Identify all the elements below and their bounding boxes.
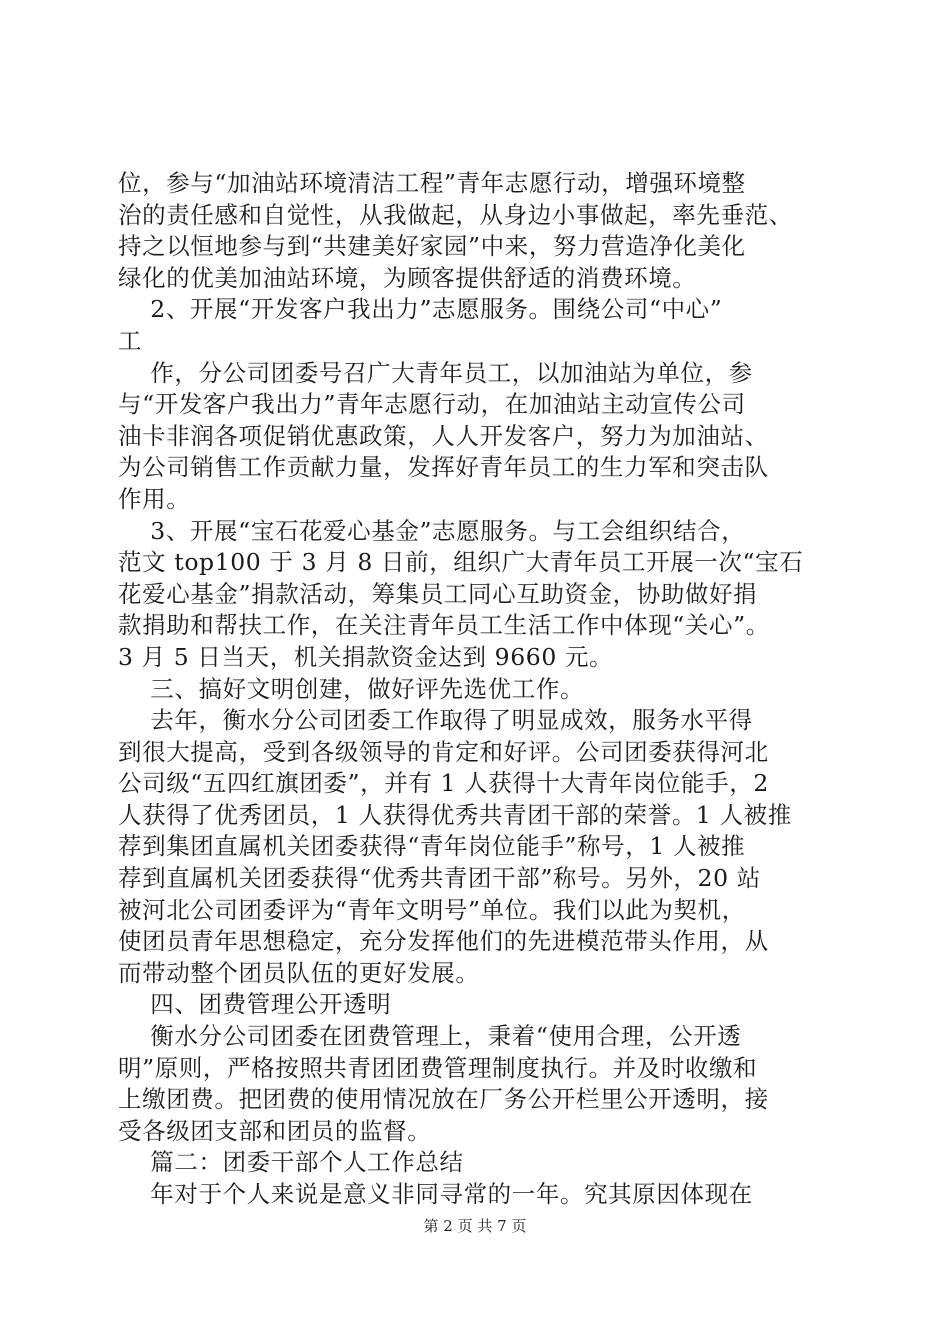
text-line: 花爱心基金”捐款活动，筹集员工同心互助资金，协助做好捐 <box>118 579 758 608</box>
text-line: 3 月 5 日当天，机关捐款资金达到 9660 元。 <box>118 642 614 671</box>
text-line: 与“开发客户我出力”青年志愿行动，在加油站主动宣传公司 <box>118 390 746 419</box>
text-line: 被河北公司团委评为“青年文明号”单位。我们以此为契机， <box>118 895 746 924</box>
text-line: 3、开展“宝石花爱心基金”志愿服务。与工会组织结合， <box>118 516 746 545</box>
text-line: 油卡非润各项促销优惠政策，人人开发客户，努力为加油站、 <box>118 421 769 450</box>
text-line: 荐到直属机关团委获得“优秀共青团干部”称号。另外，20 站 <box>118 864 761 893</box>
text-line: 三、搞好文明创建，做好评先选优工作。 <box>118 674 585 703</box>
text-line: 2、开展“开发客户我出力”志愿服务。围绕公司“中心” <box>118 295 723 324</box>
text-line: 使团员青年思想稳定，充分发挥他们的先进模范带头作用，从 <box>118 927 769 956</box>
document-body <box>118 168 858 1211</box>
text-line: 款捐助和帮扶工作，在关注青年员工生活工作中体现“关心”。 <box>118 611 770 640</box>
text-line: 明”原则，严格按照共青团团费管理制度执行。并及时收缴和 <box>118 1053 758 1082</box>
text-line: 工 <box>118 326 143 355</box>
page-footer: 第 2 页 共 7 页 <box>423 1217 527 1235</box>
text-line: 位，参与“加油站环境清洁工程”青年志愿行动，增强环境整 <box>118 169 746 197</box>
text-line: 作，分公司团委号召广大青年员工，以加油站为单位，参 <box>118 358 753 387</box>
text-line: 篇二：团委干部个人工作总结 <box>118 1148 464 1177</box>
text-line: 作用。 <box>118 484 191 513</box>
text-line: 而带动整个团员队伍的更好发展。 <box>118 958 480 987</box>
text-line: 绿化的优美加油站环境，为顾客提供舒适的消费环境。 <box>118 263 697 292</box>
text-line: 到很大提高，受到各级领导的肯定和好评。公司团委获得河北 <box>118 737 769 766</box>
text-line: 去年，衡水分公司团委工作取得了明显成效，服务水平得 <box>118 706 753 735</box>
text-line: 上缴团费。把团费的使用情况放在厂务公开栏里公开透明，接 <box>118 1085 769 1114</box>
text-line: 治的责任感和自觉性，从我做起，从身边小事做起，率先垂范、 <box>118 200 793 229</box>
text-line: 持之以恒地参与到“共建美好家园”中来，努力营造净化美化 <box>118 232 746 261</box>
text-line: 四、团费管理公开透明 <box>118 990 392 1019</box>
text-line: 受各级团支部和团员的监督。 <box>118 1116 432 1145</box>
text-line: 荐到集团直属机关团委获得“青年岗位能手”称号，1 人被推 <box>118 832 746 861</box>
text-line: 范文 top100 于 3 月 8 日前，组织广大青年员工开展一次“宝石 <box>118 548 804 577</box>
text-line: 为公司销售工作贡献力量，发挥好青年员工的生力军和突击队 <box>118 453 769 482</box>
text-line: 年对于个人来说是意义非同寻常的一年。究其原因体现在 <box>118 1180 753 1208</box>
text-line: 公司级“五四红旗团委”，并有 1 人获得十大青年岗位能手，2 <box>118 769 769 798</box>
text-line: 人获得了优秀团员，1 人获得优秀共青团干部的荣誉。1 人被推 <box>118 800 792 829</box>
text-line: 衡水分公司团委在团费管理上，秉着“使用合理，公开透 <box>118 1022 742 1051</box>
